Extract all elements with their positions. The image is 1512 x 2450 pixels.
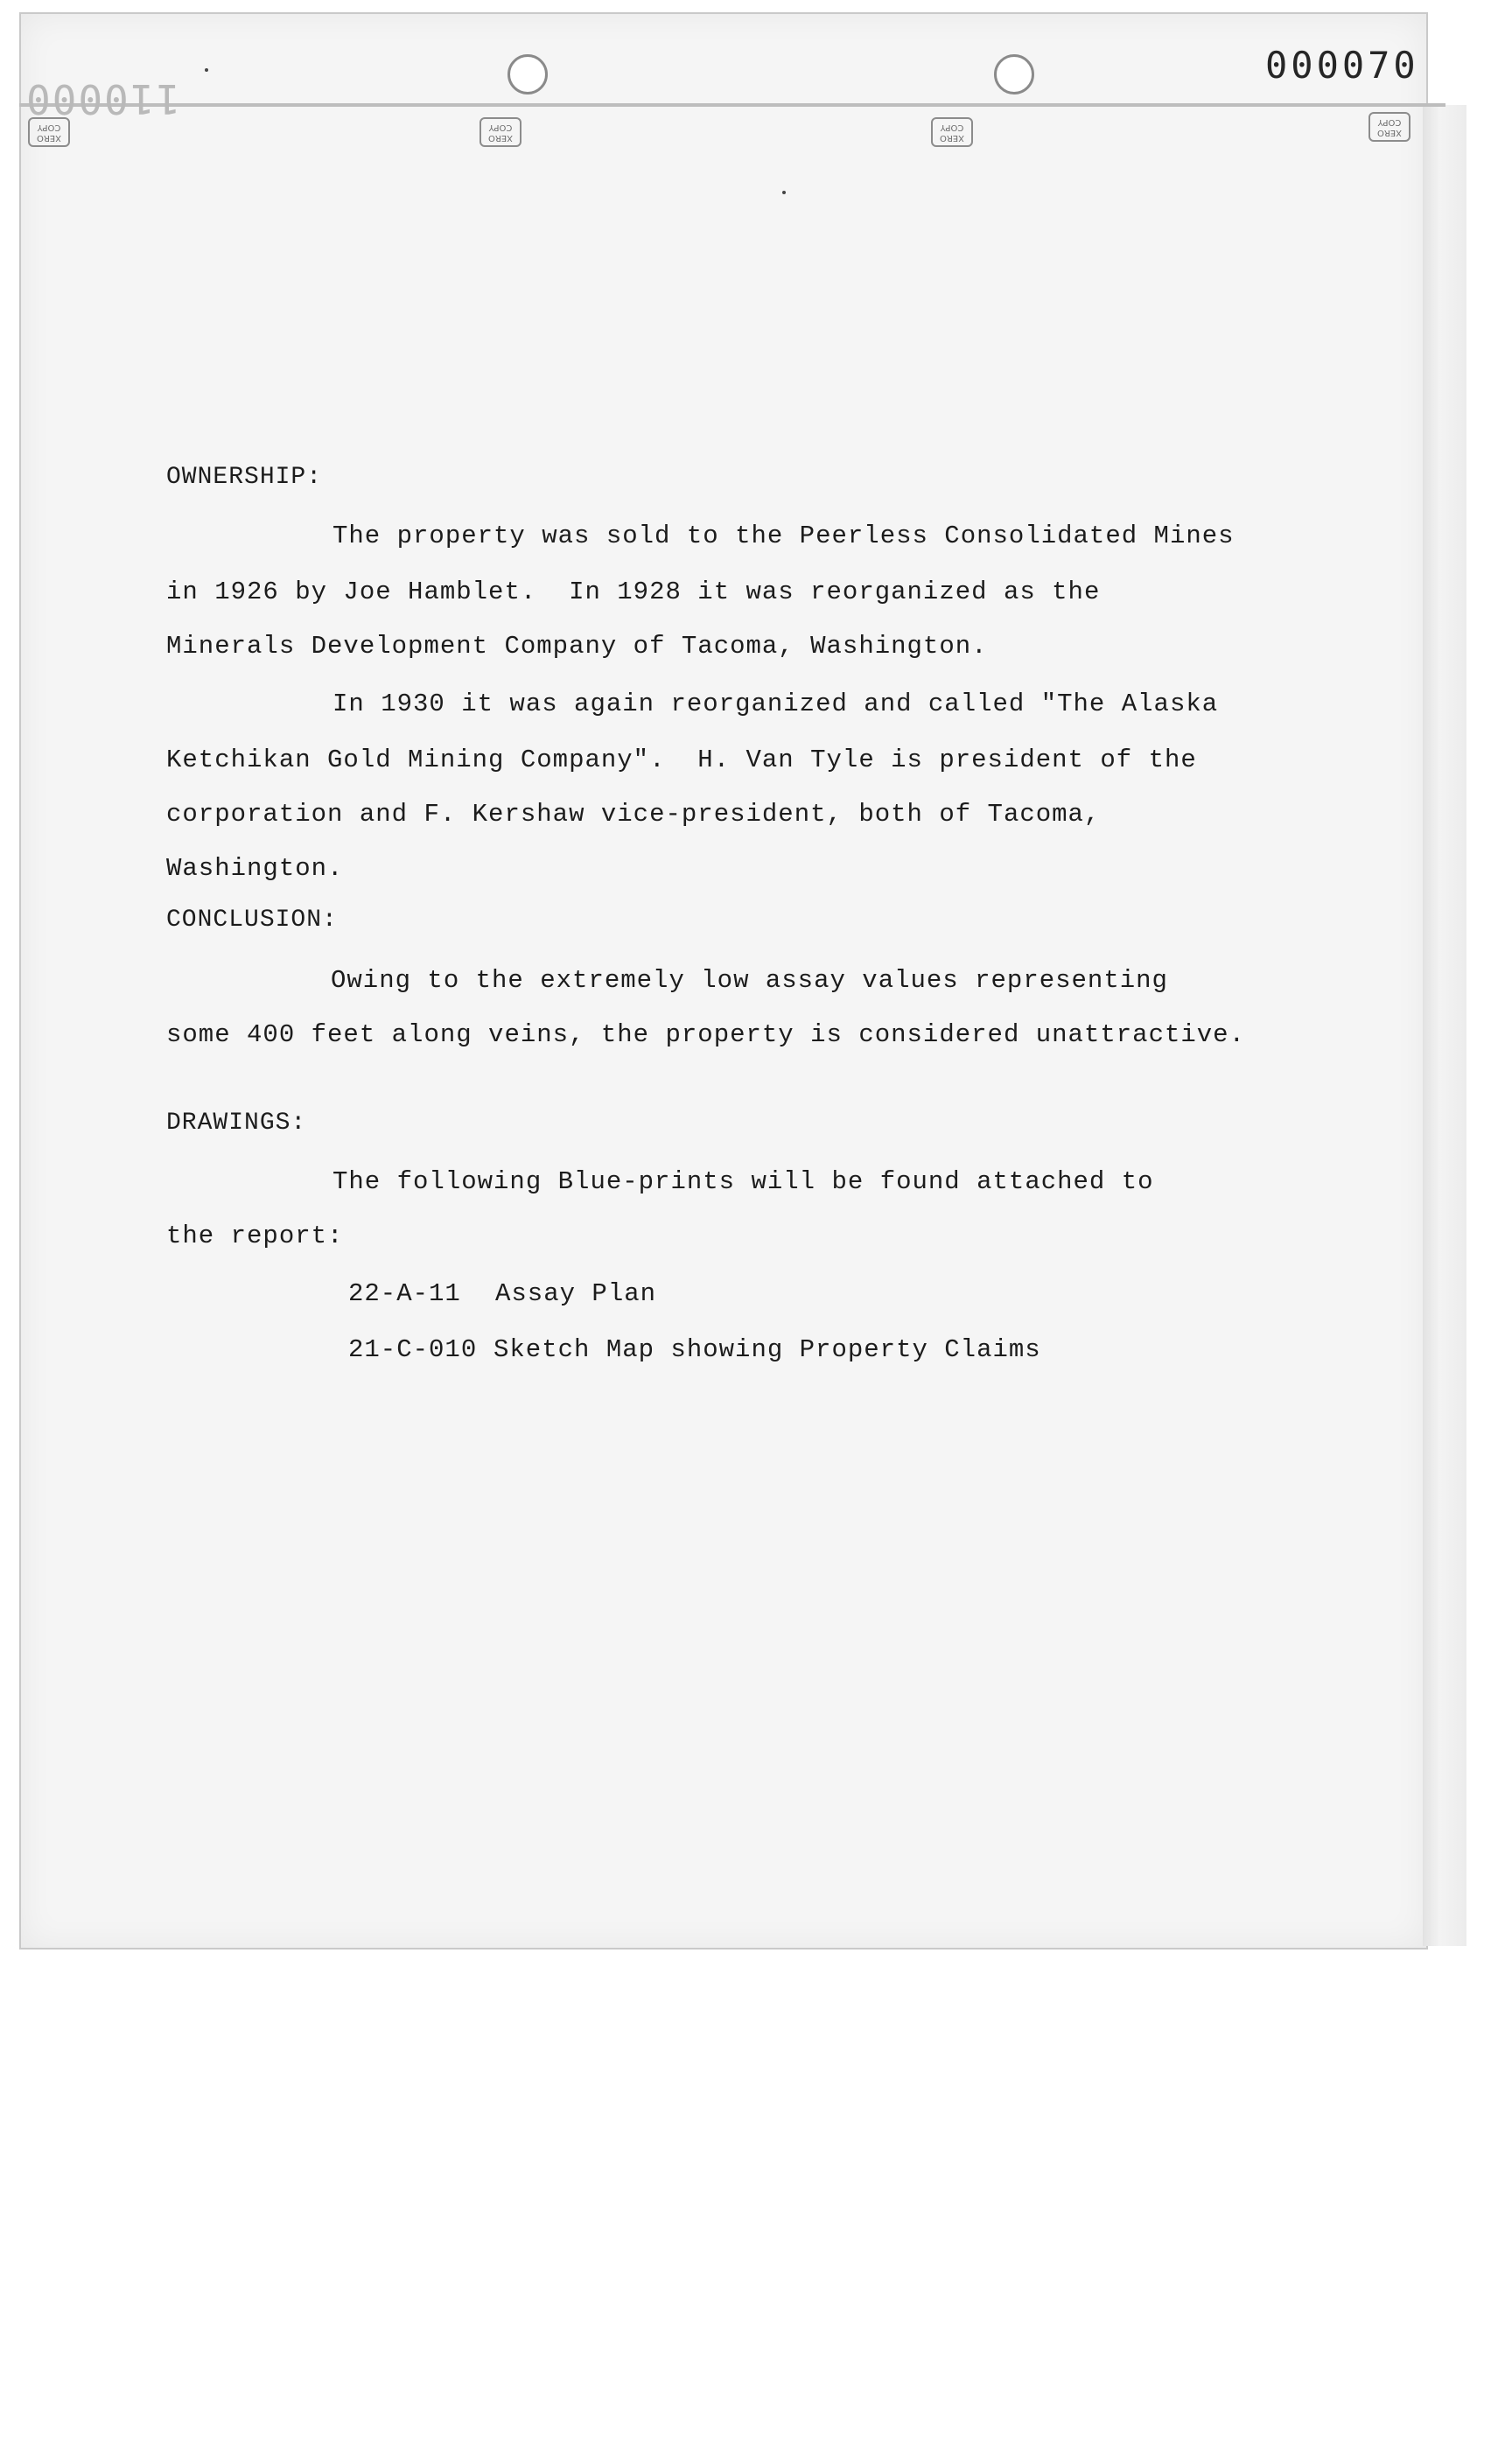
paragraph-line: Washington. xyxy=(166,854,344,883)
drawing-title: Sketch Map showing Property Claims xyxy=(494,1335,1041,1364)
page-number: 000070 xyxy=(1265,44,1419,87)
faint-page-mark: 110000 xyxy=(24,75,181,122)
section-heading-conclusion: CONCLUSION: xyxy=(166,906,338,934)
section-heading-drawings: DRAWINGS: xyxy=(166,1110,307,1137)
paragraph-line: Ketchikan Gold Mining Company". H. Van Tyle is president of the xyxy=(166,746,1197,774)
paragraph-line: Minerals Development Company of Tacoma, Washington. xyxy=(166,632,988,661)
xero-copy-stamp: XERO COPY xyxy=(1368,112,1410,142)
section-heading-ownership: OWNERSHIP: xyxy=(166,464,323,491)
paragraph-line: some 400 feet along veins, the property is considered unattractive. xyxy=(166,1020,1245,1049)
paragraph-line: in 1926 by Joe Hamblet. In 1928 it was reorganized as the xyxy=(166,578,1101,606)
paragraph-line: In 1930 it was again reorganized and called "The Alaska xyxy=(332,690,1219,718)
paragraph-line: corporation and F. Kershaw vice-president, both of Tacoma, xyxy=(166,800,1101,829)
drawing-number: 22-A-11 xyxy=(348,1279,461,1308)
paragraph-line: Owing to the extremely low assay values representing xyxy=(331,966,1168,995)
drawing-title: Assay Plan xyxy=(495,1279,657,1308)
paragraph-line: The following Blue-prints will be found attached to xyxy=(332,1167,1154,1196)
xero-copy-stamp: XERO COPY xyxy=(28,117,70,147)
paragraph-line: the report: xyxy=(166,1222,344,1250)
drawing-number: 21-C-010 xyxy=(348,1335,478,1364)
paragraph-line: The property was sold to the Peerless Consolidated Mines xyxy=(332,522,1235,550)
xero-copy-stamp: XERO COPY xyxy=(480,117,522,147)
xero-copy-stamp: XERO COPY xyxy=(931,117,973,147)
